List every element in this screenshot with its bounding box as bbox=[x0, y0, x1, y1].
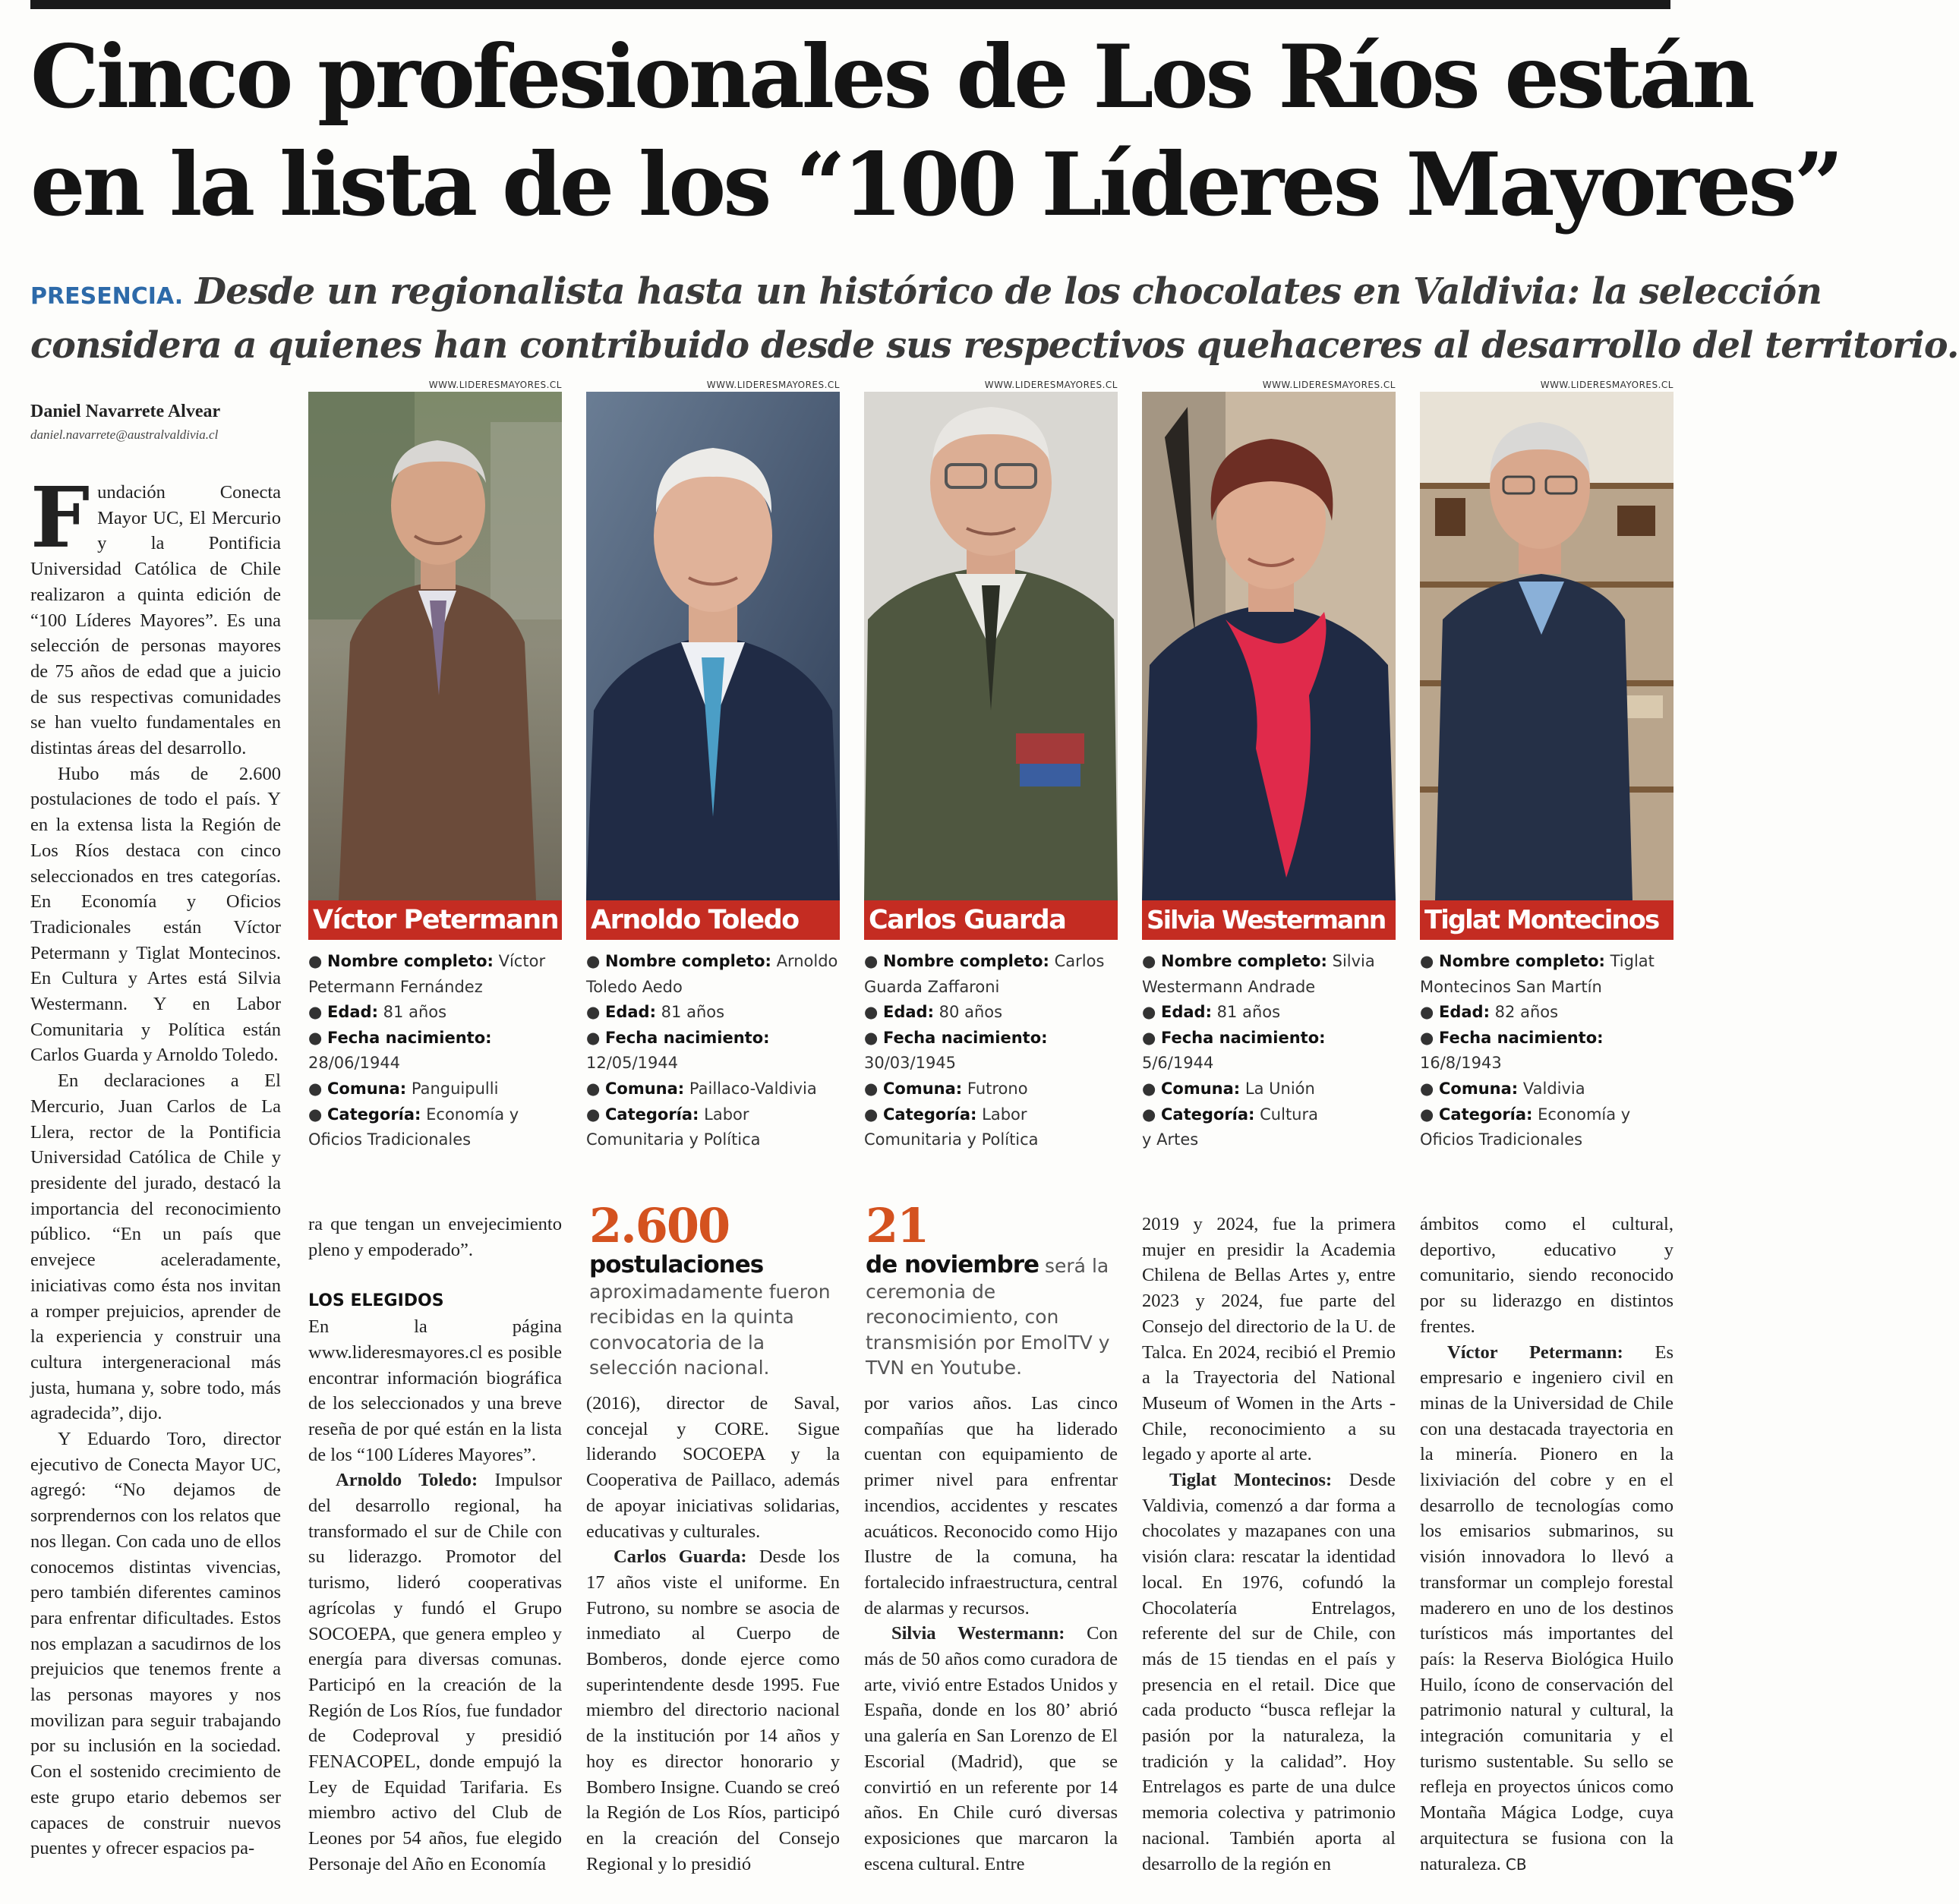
facts-guarda: ● Nombre completo: Carlos Guarda Zaffaroni ● Edad: 80 años ● Fecha nacimiento: 30/03/1945 ● Comuna: Futrono ● Categoría: Labor Comunitaria y Política bbox=[864, 949, 1118, 1153]
label-comuna: Comuna: bbox=[883, 1079, 963, 1098]
stat-noviembre bbox=[866, 1199, 1116, 1381]
category-toledo-1: Labor bbox=[704, 1105, 749, 1124]
full-name-toledo-1: Arnoldo bbox=[776, 952, 838, 970]
category-westermann-1: Cultura bbox=[1260, 1105, 1318, 1124]
leader-card-petermann bbox=[308, 378, 562, 1153]
petermann-text: Es empresario e ingeniero civil en minas de la Universidad de Chile con una destacada trayectoria en la minería. Pionero en la lixiviación del cobre y en el desarrollo de tecnologías como los emisarios submarinos, su visión innovadora lo llevó a transformar un complejo forestal maderero en uno de los destinos turísticos más importantes del país: la Reserva Biológica Huilo Huilo, ícono de conservación del patrimonio natural y cultural, la integración comunitaria y el turismo sustentable. Su sello se refleja en proyectos únicos como Montaña Mágica Lodge, cuya arquitectura se fusiona con la naturaleza. bbox=[1420, 1341, 1674, 1874]
c2-continuation: ra que tengan un envejecimiento pleno y empoderado”. bbox=[308, 1214, 562, 1260]
comuna-westermann: La Unión bbox=[1244, 1079, 1315, 1098]
comuna-montecinos: Valdivia bbox=[1522, 1079, 1585, 1098]
westermann-run-in: Silvia Westermann: bbox=[891, 1623, 1065, 1644]
body-column-1 bbox=[30, 468, 281, 1861]
leader-card-guarda bbox=[864, 378, 1118, 1153]
section-heading-elegidos: LOS ELEGIDOS bbox=[308, 1291, 444, 1311]
leader-name-guarda: Carlos Guarda bbox=[864, 900, 1118, 940]
label-edad: Edad: bbox=[1439, 1003, 1490, 1022]
leader-card-montecinos bbox=[1420, 378, 1674, 1153]
age-petermann: 81 años bbox=[383, 1003, 447, 1022]
byline bbox=[30, 399, 281, 446]
intro-text: undación Conecta Mayor UC, El Mercurio y la Pontificia Universidad Católica de Chile realizaron a quinta edición de “100 Líderes Mayores”. Es una selección de personas mayores de 75 años de edad que a juicio de sus respectivas comunidades se han vuelto fundamentales en distintas áreas del desarrollo. bbox=[30, 482, 281, 759]
stat-number-noviembre: 21 bbox=[866, 1198, 929, 1253]
facts-montecinos: ● Nombre completo: Tiglat Montecinos San Martín ● Edad: 82 años ● Fecha nacimiento: 16/8/1943 ● Comuna: Valdivia ● Categoría: Economía y Oficios Tradicionales bbox=[1420, 949, 1674, 1153]
stat-bold-noviembre: de noviembre bbox=[866, 1251, 1039, 1278]
label-nombre: Nombre completo: bbox=[327, 952, 494, 970]
body-column-2 bbox=[308, 1212, 562, 1877]
headline-line-1: Cinco profesionales de Los Ríos están bbox=[30, 26, 1752, 128]
toledo-run-in: Arnoldo Toledo: bbox=[336, 1470, 478, 1491]
full-name-petermann-2: Petermann Fernández bbox=[308, 977, 483, 996]
category-petermann-2: Oficios Tradicionales bbox=[308, 1130, 472, 1149]
age-westermann: 81 años bbox=[1216, 1003, 1281, 1022]
label-comuna: Comuna: bbox=[327, 1079, 407, 1098]
toledo-text: Impulsor del desarrollo regional, ha transformado el sur de Chile con su liderazgo. Promotor del turismo, lideró cooperativas agrícolas y fundó el Grupo SOCOEPA, que genera empleo y energía para diversas comunas. Participó en la creación de la Región de Los Ríos, fue fundador de Codeproval y presidió FENACOPEL, donde empujó la Ley de Equidad Tarifaria. Es miembro activo del Club de Leones por 54 años, fue elegido Personaje del Año en Economía bbox=[308, 1470, 562, 1874]
end-mark-icon: CB bbox=[1505, 1855, 1527, 1874]
photo-credit: WWW.LIDERESMAYORES.CL bbox=[1540, 380, 1674, 390]
full-name-petermann-1: Víctor bbox=[498, 952, 546, 970]
guarda-run-in: Carlos Guarda: bbox=[614, 1546, 747, 1568]
intro-paragraph bbox=[30, 468, 281, 761]
c3-continuation: (2016), director de Saval, concejal y CORE. Sigue liderando SOCOEPA y la Cooperativa de Paillaco, además de apoyar iniciativas solidarias, educativas y culturales. bbox=[586, 1393, 840, 1542]
stat-bold-postulaciones: postulaciones bbox=[589, 1251, 764, 1278]
stat-text-noviembre bbox=[866, 1253, 1116, 1381]
label-categoria: Categoría: bbox=[605, 1105, 699, 1124]
age-montecinos: 82 años bbox=[1494, 1003, 1559, 1022]
label-comuna: Comuna: bbox=[1439, 1079, 1519, 1098]
label-categoria: Categoría: bbox=[1439, 1105, 1533, 1124]
photo-credit: WWW.LIDERESMAYORES.CL bbox=[706, 380, 840, 390]
petermann-paragraph bbox=[1420, 1340, 1674, 1878]
birth-toledo: 12/05/1944 bbox=[586, 1054, 679, 1073]
petermann-run-in: Víctor Petermann: bbox=[1447, 1341, 1623, 1363]
label-comuna: Comuna: bbox=[605, 1079, 685, 1098]
category-toledo-2: Comunitaria y Política bbox=[586, 1130, 761, 1149]
portrait-westermann-image bbox=[1142, 392, 1396, 900]
body-column-3 bbox=[586, 1391, 840, 1877]
deck-line-2: considera a quienes han contribuido desde sus respectivos quehaceres al desarrollo del territorio. bbox=[30, 324, 1959, 367]
guarda-text: Desde los 17 años viste el uniforme. En Futrono, su nombre se asocia de inmediato al Cuerpo de Bomberos, donde ejerce como superintendente desde 1995. Fue miembro del directorio nacional de la institución por 14 años y hoy es director honorario y Bombero Insigne. Cuando se creó la Región de Los Ríos, participó en la creación del Consejo Regional y lo presidió bbox=[586, 1546, 840, 1874]
category-montecinos-2: Oficios Tradicionales bbox=[1420, 1130, 1583, 1149]
stat-postulaciones bbox=[589, 1199, 840, 1381]
birth-petermann: 28/06/1944 bbox=[308, 1054, 401, 1073]
leader-name-montecinos: Tiglat Montecinos bbox=[1420, 900, 1674, 940]
full-name-montecinos-1: Tiglat bbox=[1610, 952, 1655, 970]
comuna-petermann: Panguipulli bbox=[411, 1079, 499, 1098]
body-column-4 bbox=[864, 1391, 1118, 1877]
label-edad: Edad: bbox=[883, 1003, 934, 1022]
facts-westermann: ● Nombre completo: Silvia Westermann Andrade ● Edad: 81 años ● Fecha nacimiento: 5/6/1944 ● Comuna: La Unión ● Categoría: Cultura y Artes bbox=[1142, 949, 1396, 1153]
deck-line-1 bbox=[30, 267, 1822, 321]
category-montecinos-1: Economía y bbox=[1538, 1105, 1631, 1124]
label-fecha: Fecha nacimiento: bbox=[1439, 1028, 1604, 1047]
label-edad: Edad: bbox=[605, 1003, 656, 1022]
label-categoria: Categoría: bbox=[327, 1105, 421, 1124]
full-name-guarda-2: Guarda Zaffaroni bbox=[864, 977, 1000, 996]
montecinos-paragraph bbox=[1142, 1467, 1396, 1877]
label-nombre: Nombre completo: bbox=[1439, 952, 1605, 970]
drop-cap: F bbox=[30, 468, 90, 566]
label-fecha: Fecha nacimiento: bbox=[883, 1028, 1048, 1047]
c6-continuation: ámbitos como el cultural, deportivo, educativo y comunitario, siendo reconocido por su liderazgo en distintos frentes. bbox=[1420, 1214, 1674, 1337]
facts-toledo: ● Nombre completo: Arnoldo Toledo Aedo ● Edad: 81 años ● Fecha nacimiento: 12/05/1944 ● Comuna: Paillaco-Valdivia ● Categoría: Labor Comunitaria y Política bbox=[586, 949, 840, 1153]
photo-credit: WWW.LIDERESMAYORES.CL bbox=[984, 380, 1118, 390]
top-rule bbox=[30, 0, 1670, 9]
comuna-toledo: Paillaco-Valdivia bbox=[689, 1079, 817, 1098]
label-nombre: Nombre completo: bbox=[605, 952, 771, 970]
photo-credit: WWW.LIDERESMAYORES.CL bbox=[428, 380, 562, 390]
full-name-montecinos-2: Montecinos San Martín bbox=[1420, 977, 1602, 996]
comuna-guarda: Futrono bbox=[967, 1079, 1028, 1098]
stat-desc-noviembre: será la ceremonia de reconocimiento, con transmisión por EmolTV y TVN en Youtube. bbox=[866, 1255, 1110, 1379]
westermann-paragraph bbox=[864, 1621, 1118, 1877]
age-guarda: 80 años bbox=[938, 1003, 1003, 1022]
age-toledo: 81 años bbox=[661, 1003, 725, 1022]
portrait-photo-montecinos bbox=[1420, 392, 1674, 900]
stat-desc-postulaciones: aproximadamente fueron recibidas en la quinta convocatoria de la selección nacional. bbox=[589, 1280, 831, 1379]
paragraph-2: Hubo más de 2.600 postulaciones de todo el país. Y en la extensa lista la Región de Los Ríos destaca con cinco seleccionados en tres categorías. En Economía y Oficios Tradicionales están Víctor Petermann y Tiglat Montecinos. En Cultura y Artes está Silvia Westermann. Y en Labor Comunitaria y Política están Carlos Guarda y Arnoldo Toledo. bbox=[30, 763, 281, 1066]
full-name-guarda-1: Carlos bbox=[1054, 952, 1105, 970]
leader-name-westermann: Silvia Westermann bbox=[1142, 900, 1396, 940]
category-petermann-1: Economía y bbox=[426, 1105, 519, 1124]
body-column-5 bbox=[1142, 1212, 1396, 1877]
birth-guarda: 30/03/1945 bbox=[864, 1054, 957, 1073]
deck-kicker: PRESENCIA. bbox=[30, 283, 184, 310]
label-nombre: Nombre completo: bbox=[1161, 952, 1327, 970]
deck bbox=[30, 267, 1959, 370]
body-column-6 bbox=[1420, 1212, 1674, 1877]
birth-montecinos: 16/8/1943 bbox=[1420, 1054, 1502, 1073]
portrait-photo-westermann bbox=[1142, 392, 1396, 900]
westermann-text: Con más de 50 años como curadora de arte, vivió entre Estados Unidos y España, donde en los 80’ abrió una galería en San Lorenzo de El Escorial (Madrid), que se convirtió en un referente por 14 años. En Chile curó diversas exposiciones que marcaron la escena cultural. Entre bbox=[864, 1623, 1118, 1874]
birth-westermann: 5/6/1944 bbox=[1142, 1054, 1214, 1073]
headline-line-2: en la lista de los “100 Líderes Mayores” bbox=[30, 134, 1841, 235]
portrait-photo-toledo bbox=[586, 392, 840, 900]
headline bbox=[30, 23, 1841, 238]
c5-continuation: 2019 y 2024, fue la primera mujer en presidir la Academia Chilena de Bellas Artes y, entre 2023 y 2024, fue parte del Consejo del directorio de la U. de Talca. En 2024, recibió el Premio a la Trayectoria del National Museum of Women in the Arts - Chile, reconocimiento a su legado y aporte al arte. bbox=[1142, 1214, 1396, 1465]
label-categoria: Categoría: bbox=[1161, 1105, 1255, 1124]
portrait-photo-petermann bbox=[308, 392, 562, 900]
label-edad: Edad: bbox=[327, 1003, 378, 1022]
label-edad: Edad: bbox=[1161, 1003, 1212, 1022]
leader-name-petermann: Víctor Petermann bbox=[308, 900, 562, 940]
label-nombre: Nombre completo: bbox=[883, 952, 1049, 970]
elegidos-text: En la página www.lideresmayores.cl es posible encontrar información biográfica de los seleccionados y una breve reseña de por qué están en la lista de los “100 Líderes Mayores”. bbox=[308, 1316, 562, 1465]
deck-line-1-text: Desde un regionalista hasta un histórico de los chocolates en Valdivia: la selección bbox=[194, 270, 1822, 313]
label-fecha: Fecha nacimiento: bbox=[327, 1028, 492, 1047]
leader-card-toledo bbox=[586, 378, 840, 1153]
category-guarda-2: Comunitaria y Política bbox=[864, 1130, 1039, 1149]
paragraph-3: En declaraciones a El Mercurio, Juan Carlos de La Llera, rector de la Pontificia Universidad Católica de Chile y presidente del jurado, destacó la importancia del reconocimiento público. “En un país que envejece aceleradamente, iniciativas como ésta nos invitan a romper prejuicios, aprender de la experiencia y construir una cultura intergeneracional más justa, humana y, sobre todo, más agradecida”, dijo. bbox=[30, 1070, 281, 1424]
full-name-westermann-1: Silvia bbox=[1332, 952, 1375, 970]
facts-petermann: ● Nombre completo: Víctor Petermann Fernández ● Edad: 81 años ● Fecha nacimiento: 28/06/1944 ● Comuna: Panguipulli ● Categoría: Economía y Oficios Tradicionales bbox=[308, 949, 562, 1153]
label-fecha: Fecha nacimiento: bbox=[605, 1028, 770, 1047]
portrait-guarda-image bbox=[864, 392, 1118, 900]
montecinos-run-in: Tiglat Montecinos: bbox=[1169, 1470, 1333, 1491]
stat-text-postulaciones bbox=[589, 1253, 840, 1381]
c4-continuation: por varios años. Las cinco compañías que ha liderado cuentan con equipamiento de primer nivel para enfrentar incendios, accidentes y rescates acuáticos. Reconocido como Hijo Ilustre de la comuna, ha fortalecido infraestructura, central de alarmas y recursos. bbox=[864, 1393, 1118, 1619]
category-guarda-1: Labor bbox=[982, 1105, 1027, 1124]
portrait-photo-guarda bbox=[864, 392, 1118, 900]
full-name-westermann-2: Westermann Andrade bbox=[1142, 977, 1316, 996]
label-fecha: Fecha nacimiento: bbox=[1161, 1028, 1326, 1047]
category-westermann-2: y Artes bbox=[1142, 1130, 1199, 1149]
byline-author: Daniel Navarrete Alvear bbox=[30, 402, 221, 421]
leader-name-toledo: Arnoldo Toledo bbox=[586, 900, 840, 940]
paragraph-4: Y Eduardo Toro, director ejecutivo de Conecta Mayor UC, agregó: “No dejamos de sorprendernos con los relatos que nos llegan. Con cada uno de ellos conocemos distintas vivencias, pero también diferentes caminos para enfrentar dificultades. Estos nos emplazan a sacudirnos de los prejuicios que tenemos frente a las personas mayores y nos movilizan para seguir trabajando por su inclusión en la sociedad. Con el sostenido crecimiento de este grupo etario debemos ser capaces de construir nuevos puentes y ofrecer espacios pa- bbox=[30, 1429, 281, 1859]
byline-email: daniel.navarrete@australvaldivia.cl bbox=[30, 427, 219, 442]
portrait-petermann-image bbox=[308, 392, 562, 900]
label-comuna: Comuna: bbox=[1161, 1079, 1241, 1098]
full-name-toledo-2: Toledo Aedo bbox=[586, 977, 683, 996]
toledo-paragraph bbox=[308, 1467, 562, 1877]
guarda-paragraph bbox=[586, 1544, 840, 1877]
label-categoria: Categoría: bbox=[883, 1105, 977, 1124]
portrait-toledo-image bbox=[586, 392, 840, 900]
leader-card-westermann bbox=[1142, 378, 1396, 1153]
stat-number-postulaciones: 2.600 bbox=[589, 1198, 730, 1253]
montecinos-text: Desde Valdivia, comenzó a dar forma a chocolates y mazapanes con una visión clara: rescatar la identidad local. En 1976, cofundó la Chocolatería Entrelagos, referente del sur de Chile, con más de 15 tiendas en el país y presencia en el retail. Dice que cada producto “busca reflejar la pasión por la naturaleza, la tradición y la calidad”. Hoy Entrelagos es parte de una dulce memoria colectiva y patrimonio nacional. También aporta al desarrollo de la región en bbox=[1142, 1470, 1396, 1874]
photo-credit: WWW.LIDERESMAYORES.CL bbox=[1262, 380, 1396, 390]
portrait-montecinos-image bbox=[1420, 392, 1674, 900]
